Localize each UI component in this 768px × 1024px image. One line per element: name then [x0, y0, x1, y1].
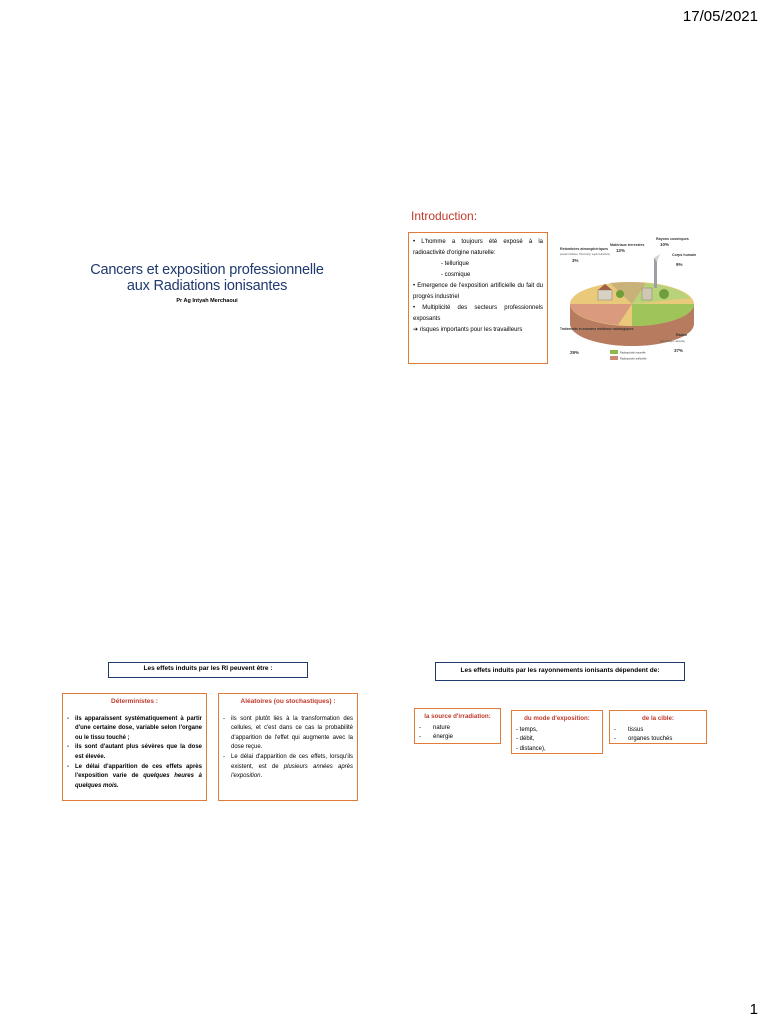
deterministic-item-2: - ils sont d'autant plus sévères que la dose est élevée. — [67, 743, 202, 762]
stochastic-box — [218, 693, 358, 801]
source-title: la source d'irradiation: — [424, 713, 491, 720]
target-item-tissues: - tissus — [614, 726, 702, 736]
source-item-nature: - nature — [419, 724, 496, 734]
slide1-title-line1: Cancers et exposition professionnelle — [90, 262, 324, 278]
deterministic-item-1: - ils apparaissent systématiquement à partir d'une certaine dose, variable selon l'organe ou le tissu touché ; — [67, 715, 202, 744]
source-item-energy: - énergie — [419, 733, 496, 743]
label-body: Corps humain — [672, 253, 697, 257]
source-box — [414, 708, 501, 744]
label-medical-pct: 29% — [570, 350, 580, 355]
intro-bullet-4: ➔ risques importants pour les travailleurs — [413, 327, 523, 333]
target-item-organs: - organes touchés — [614, 735, 702, 745]
stochastic-item-2-end: . — [260, 773, 263, 780]
intro-bullet-2: • Emergence de l'exposition artificielle du fait du progrès industriel — [413, 283, 543, 300]
page-date: 17/05/2021 — [682, 8, 758, 25]
label-radon: Radon — [676, 333, 688, 337]
label-cosmic: Rayons cosmiques — [656, 237, 689, 241]
target-box — [609, 710, 707, 744]
label-radon-pct: 37% — [674, 348, 684, 353]
exposure-mode-title: du mode d'exposition: — [524, 715, 590, 722]
legend-natural: Radioactivité naturelle — [620, 351, 646, 355]
deterministic-title: Déterministes : — [111, 698, 158, 705]
deterministic-item-3-end: heures à quelques mois. — [75, 773, 202, 789]
intro-sub-tellurique: - tellurique — [441, 261, 470, 267]
label-fallout-note: (essais militaires, Tchernobyl, rejets industriels) — [560, 253, 610, 256]
slide1-title-line2: aux Radiations ionisantes — [126, 278, 288, 294]
exposure-mode-box — [511, 710, 603, 754]
deterministic-item-3 — [67, 763, 202, 792]
deterministic-item-3-em: quelques — [143, 773, 170, 780]
slide4-header: Les effets induits par les rayonnements ionisants dépendent de: — [435, 662, 685, 681]
label-fallout-pct: 3% — [572, 258, 579, 263]
target-title: de la cible: — [642, 715, 674, 722]
label-body-pct: 9% — [676, 262, 683, 267]
stochastic-item-2 — [223, 753, 353, 782]
stochastic-title: Aléatoires (ou stochastiques) : — [240, 698, 336, 705]
label-medical: Traitements et examens médicaux radiologiques — [560, 327, 634, 331]
exposure-item-distance: - distance), — [516, 745, 546, 752]
legend-artificial-swatch — [610, 356, 618, 360]
intro-sub-cosmique: - cosmique — [441, 272, 471, 278]
slide1-author: Pr Ag Intyah Merchaoui — [176, 298, 238, 304]
intro-text-box — [408, 232, 548, 364]
deterministic-item-3-text: Le délai d'apparition de ces effets après l'exposition varie de — [75, 763, 202, 780]
stochastic-item-2-em: plusieurs années après l'exposition — [231, 763, 353, 780]
exposure-item-rate: - débit, — [516, 736, 535, 743]
slide1-title — [72, 262, 342, 294]
slide2-title: Introduction: — [411, 209, 478, 223]
radiation-sources-illustration — [558, 232, 706, 364]
label-terrestrial-pct: 12% — [616, 248, 626, 253]
deterministic-box — [62, 693, 207, 801]
label-radon-note: (gaz d'origine naturelle) — [660, 340, 685, 343]
slide3-header: Les effets induits par les RI peuvent être : — [108, 662, 308, 678]
stochastic-item-1: - ils sont plutôt liés à la transformation des cellules, et c'est dans ce cas la probabilité d'apparition de l'effet qui augmente avec la dose reçue. — [223, 715, 353, 753]
label-fallout: Retombées atmosphériques — [560, 247, 609, 251]
page-number: 1 — [749, 1001, 758, 1018]
stochastic-item-2-text: Le délai d'apparition de ces effets, lorsqu'ils existent, est de — [231, 753, 353, 770]
legend-artificial: Radioactivité artificielle — [620, 357, 647, 361]
label-terrestrial: Matériaux terrestres — [610, 243, 645, 247]
legend-natural-swatch — [610, 350, 618, 354]
intro-bullet-1: • L'homme a toujours été exposé à la radioactivité d'origine naturelle: — [413, 239, 543, 256]
exposure-item-time: - temps, — [516, 726, 538, 733]
label-cosmic-pct: 10% — [660, 242, 670, 247]
intro-bullet-3: • Multiplicité des secteurs professionnels exposants — [413, 305, 543, 322]
